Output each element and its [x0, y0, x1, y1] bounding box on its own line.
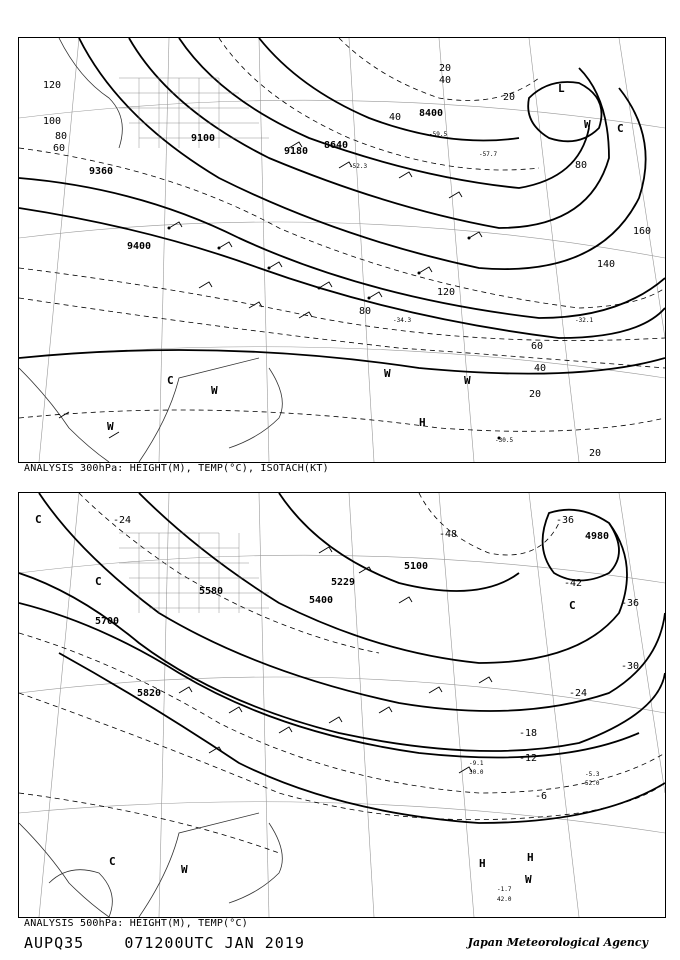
isotach-label: 80	[55, 131, 68, 142]
isotach-labels	[43, 63, 651, 459]
isotach-label: 60	[531, 341, 544, 352]
caption-500hpa: ANALYSIS 500hPa: HEIGHT(M), TEMP(°C)	[24, 918, 248, 929]
system-letters	[35, 513, 576, 886]
warm-letter: W	[384, 367, 391, 380]
obs-value: -52.3	[349, 163, 368, 170]
height-label: 5580	[199, 586, 224, 597]
map-300hpa-svg	[19, 38, 665, 462]
height-label: 5229	[331, 577, 356, 588]
cold-letter: C	[617, 122, 624, 135]
isotach-label: 40	[389, 112, 402, 123]
temperature-contours	[19, 493, 665, 853]
cold-letter: C	[569, 599, 576, 612]
isotach-label: 80	[359, 306, 372, 317]
obs-value: 42.0	[497, 896, 512, 903]
temp-label: -36	[556, 515, 575, 526]
isotach-label: 40	[439, 75, 452, 86]
temp-label: -12	[519, 753, 538, 764]
height-label: 9400	[127, 241, 152, 252]
cold-letter: C	[109, 855, 116, 868]
map-500hpa-svg	[19, 493, 665, 917]
temp-label: -6	[535, 791, 548, 802]
chart-code: AUPQ35	[24, 934, 85, 952]
isotach-label: 80	[575, 160, 588, 171]
isotach-label: 160	[633, 226, 652, 237]
height-labels	[95, 531, 609, 699]
chart-identifier	[24, 934, 305, 952]
cold-letter: C	[95, 575, 102, 588]
isotach-label: 60	[53, 143, 66, 154]
height-label: 5400	[309, 595, 334, 606]
cold-region-hatching	[119, 533, 269, 613]
temp-label: -36	[621, 598, 640, 609]
obs-value: 30.0	[469, 769, 484, 776]
height-label: 5100	[404, 561, 429, 572]
height-label: 4980	[585, 531, 610, 542]
height-label: 5700	[95, 616, 120, 627]
obs-value: 52.0	[585, 780, 600, 787]
isotach-label: 20	[503, 92, 516, 103]
height-label: 9180	[284, 146, 309, 157]
temp-label: -18	[519, 728, 538, 739]
station-obs	[349, 131, 593, 444]
temp-label: -42	[564, 578, 583, 589]
isotach-label: 140	[597, 259, 616, 270]
height-label: 5820	[137, 688, 162, 699]
isotach-label: 100	[43, 116, 62, 127]
height-label: 9100	[191, 133, 216, 144]
wind-barbs	[59, 142, 482, 438]
height-label: 9360	[89, 166, 114, 177]
isotach-label: 40	[534, 363, 547, 374]
isotach-label: 20	[439, 63, 452, 74]
temp-label: -30	[621, 661, 640, 672]
cold-letter: C	[167, 374, 174, 387]
warm-letter: W	[525, 873, 532, 886]
isotach-label: 20	[529, 389, 542, 400]
warm-letter: W	[211, 384, 218, 397]
system-letters	[107, 82, 624, 433]
map-panel-300hpa	[18, 37, 666, 463]
obs-value: -1.7	[497, 886, 512, 893]
isotach-label: 120	[437, 287, 456, 298]
obs-value: -9.1	[469, 760, 484, 767]
obs-value: -32.1	[575, 317, 594, 324]
temp-label: -24	[113, 515, 132, 526]
station-obs	[469, 760, 600, 903]
temp-label: -48	[439, 529, 458, 540]
coastlines	[19, 813, 282, 917]
isotach-label: 20	[589, 448, 602, 459]
graticule	[19, 38, 665, 462]
high-letter: H	[527, 851, 534, 864]
temp-label: -24	[569, 688, 588, 699]
map-panel-500hpa	[18, 492, 666, 918]
height-contours	[19, 38, 665, 374]
height-contours	[19, 493, 665, 823]
high-letter: H	[419, 416, 426, 429]
warm-letter: W	[107, 420, 114, 433]
agency-credit: Japan Meteorological Agency	[467, 936, 648, 949]
warm-letter: W	[464, 374, 471, 387]
warm-letter: W	[181, 863, 188, 876]
high-letter: H	[479, 857, 486, 870]
obs-value: -57.7	[479, 151, 498, 158]
station-markers	[168, 227, 501, 440]
chart-datetime: 071200UTC JAN 2019	[124, 934, 305, 952]
obs-value: -30.5	[495, 437, 514, 444]
obs-value: -34.3	[393, 317, 412, 324]
height-labels	[89, 108, 443, 252]
height-label: 8640	[324, 140, 349, 151]
cold-letter: C	[35, 513, 42, 526]
obs-value: -59.5	[429, 131, 448, 138]
caption-300hpa: ANALYSIS 300hPa: HEIGHT(M), TEMP(°C), ISOTACH(KT)	[24, 463, 329, 474]
height-label: 8400	[419, 108, 444, 119]
graticule	[19, 493, 665, 917]
warm-letter: W	[584, 118, 591, 131]
obs-value: -5.3	[585, 771, 600, 778]
low-letter: L	[558, 82, 565, 95]
isotach-label: 120	[43, 80, 62, 91]
